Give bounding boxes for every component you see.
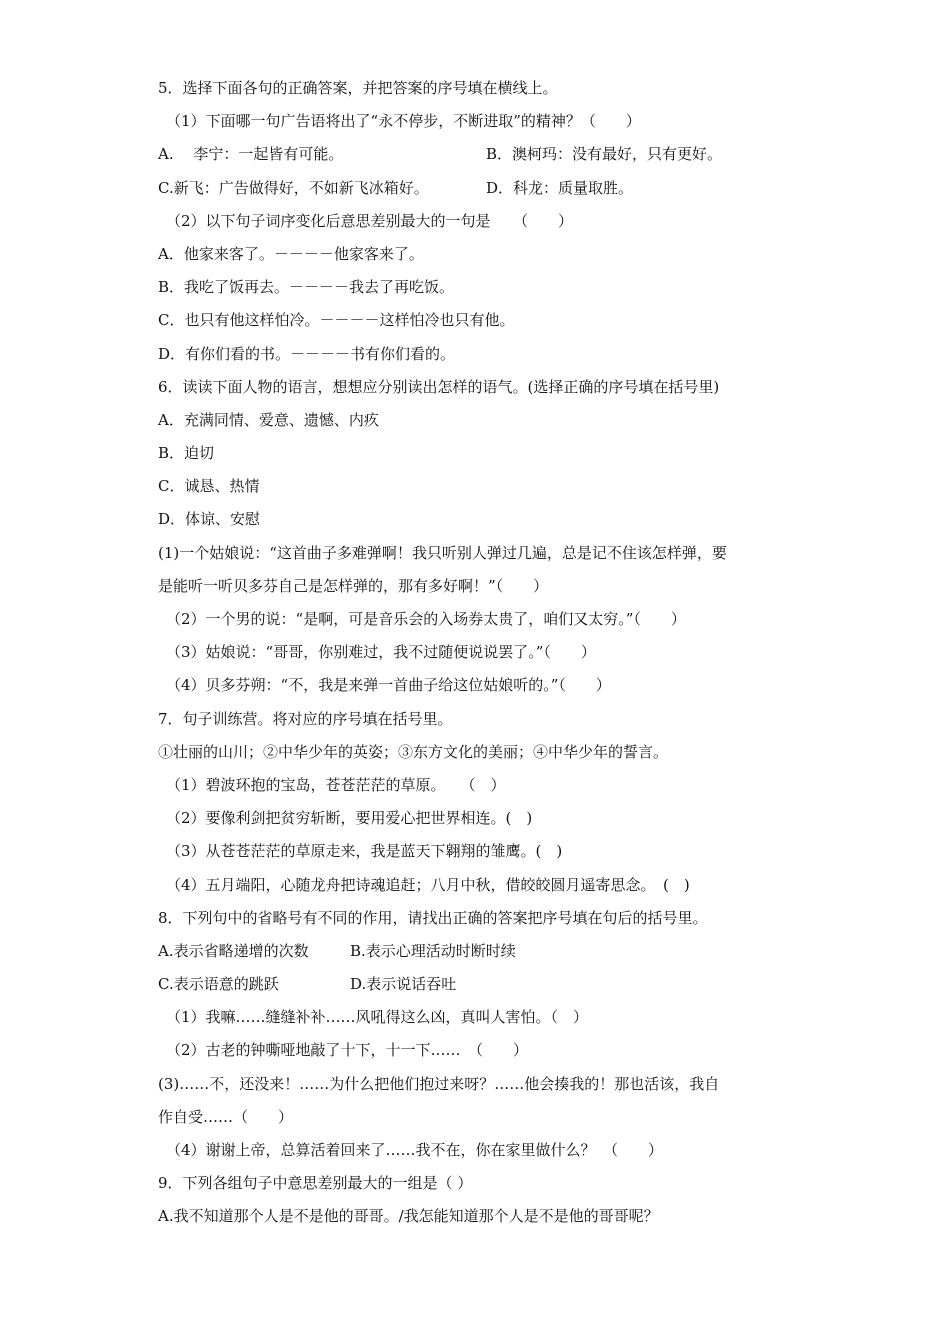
q5-sub1: （1）下面哪一句广告语将出了“永不停步，不断进取”的精神？（ ）	[166, 112, 641, 131]
q5-sub2-option-d: D．有你们看的书。－－－－书有你们看的。	[158, 344, 456, 363]
q8-options-row-1	[158, 935, 798, 968]
q9-option-a: A.我不知道那个人是不是他的哥哥。/我怎能知道那个人是不是他的哥哥呢？	[158, 1207, 659, 1226]
q8-sub3-line2: 作自受……（ ）	[158, 1107, 294, 1126]
q8-sub4: （4）谢谢上帝，总算活着回来了……我不在，你在家里做什么？ （ ）	[166, 1141, 664, 1159]
q6-option-c: C．诚恳、热情	[158, 477, 260, 496]
q5-options-row-2	[158, 172, 798, 205]
q7-sub2: （2）要像利剑把贫穷斩断，要用爱心把世界相连。( )	[166, 809, 533, 828]
q7-sub1: （1）碧波环抱的宝岛，苍苍茫茫的草原。 （ ）	[166, 775, 506, 794]
question-content	[158, 72, 798, 1234]
q8-option-a: A.表示省略递增的次数	[158, 941, 309, 960]
q6-sub1-line2: 是能听一听贝多芬自己是怎样弹的，那有多好啊！”（ ）	[158, 576, 549, 595]
q6-sub3: （3）姑娘说：“哥哥，你别难过，我不过随便说说罢了。”（ ）	[166, 643, 596, 662]
q9-title: 9．下列各组句子中意思差别最大的一组是（ ）	[158, 1174, 473, 1193]
q5-option-b: B．澳柯玛：没有最好，只有更好。	[486, 145, 723, 164]
q5-option-a: A. 李宁：一起皆有可能。	[158, 145, 344, 164]
q5-option-d: D．科龙：质量取胜。	[486, 178, 634, 197]
q8-sub1: （1）我嘛……缝缝补补……风吼得这么凶，真叫人害怕。（ ）	[166, 1008, 589, 1027]
q7-sub4: （4）五月端阳，心随龙舟把诗魂追赶；八月中秋，借皎皎圆月遥寄思念。 ( )	[166, 875, 690, 894]
q6-option-d: D．体谅、安慰	[158, 510, 261, 529]
q7-options: ①壮丽的山川；②中华少年的英姿；③东方文化的美丽；④中华少年的誓言。	[158, 742, 669, 761]
q8-option-d: D.表示说话吞吐	[350, 975, 457, 994]
q6-sub2: （2）一个男的说：“是啊，可是音乐会的入场券太贵了，咱们又太穷。”（ ）	[166, 610, 686, 628]
q8-sub3-line1: (3)……不，还没来！……为什么把他们抱过来呀？……他会揍我的！那也活该，我自	[158, 1074, 720, 1093]
q5-option-c: C.新飞：广告做得好，不如新飞冰箱好。	[158, 178, 429, 197]
q8-option-c: C.表示语意的跳跃	[158, 975, 279, 994]
q5-sub2: （2）以下句子词序变化后意思差别最大的一句是 （ ）	[166, 211, 574, 230]
q6-option-a: A．充满同情、爱意、遗憾、内疚	[158, 410, 379, 429]
q5-sub2-option-b: B．我吃了饭再去。－－－－我去了再吃饭。	[158, 278, 455, 297]
q6-sub1-line1: (1)一个姑娘说：“这首曲子多难弹啊！我只听别人弹过几遍，总是记不住该怎样弹，要	[158, 543, 727, 562]
q8-option-b: B.表示心理活动时断时续	[350, 941, 516, 960]
q8-sub2: （2）古老的钟嘶哑地敲了十下，十一下…… （ ）	[166, 1041, 529, 1060]
q6-sub4: （4）贝多芬朔：“不，我是来弹一首曲子给这位姑娘听的。”（ ）	[166, 676, 611, 695]
q8-title: 8．下列句中的省略号有不同的作用，请找出正确的答案把序号填在句后的括号里。	[158, 908, 708, 927]
q5-title: 5．选择下面各句的正确答案，并把答案的序号填在横线上。	[158, 79, 558, 97]
q5-sub2-option-c: C．也只有他这样怕冷。－－－－这样怕冷也只有他。	[158, 311, 515, 330]
q6-title: 6．读读下面人物的语言，想想应分别读出怎样的语气。(选择正确的序号填在括号里)	[158, 377, 720, 396]
q5-sub2-option-a: A．他家来客了。－－－－他家客来了。	[158, 244, 424, 263]
q7-title: 7．句子训练营。将对应的序号填在括号里。	[158, 709, 453, 728]
q6-option-b: B．迫切	[158, 444, 215, 463]
q5-options-row-1	[158, 138, 798, 171]
q8-options-row-2	[158, 968, 798, 1001]
q7-sub3: （3）从苍苍茫茫的草原走来，我是蓝天下翱翔的雏鹰。( )	[166, 842, 563, 861]
